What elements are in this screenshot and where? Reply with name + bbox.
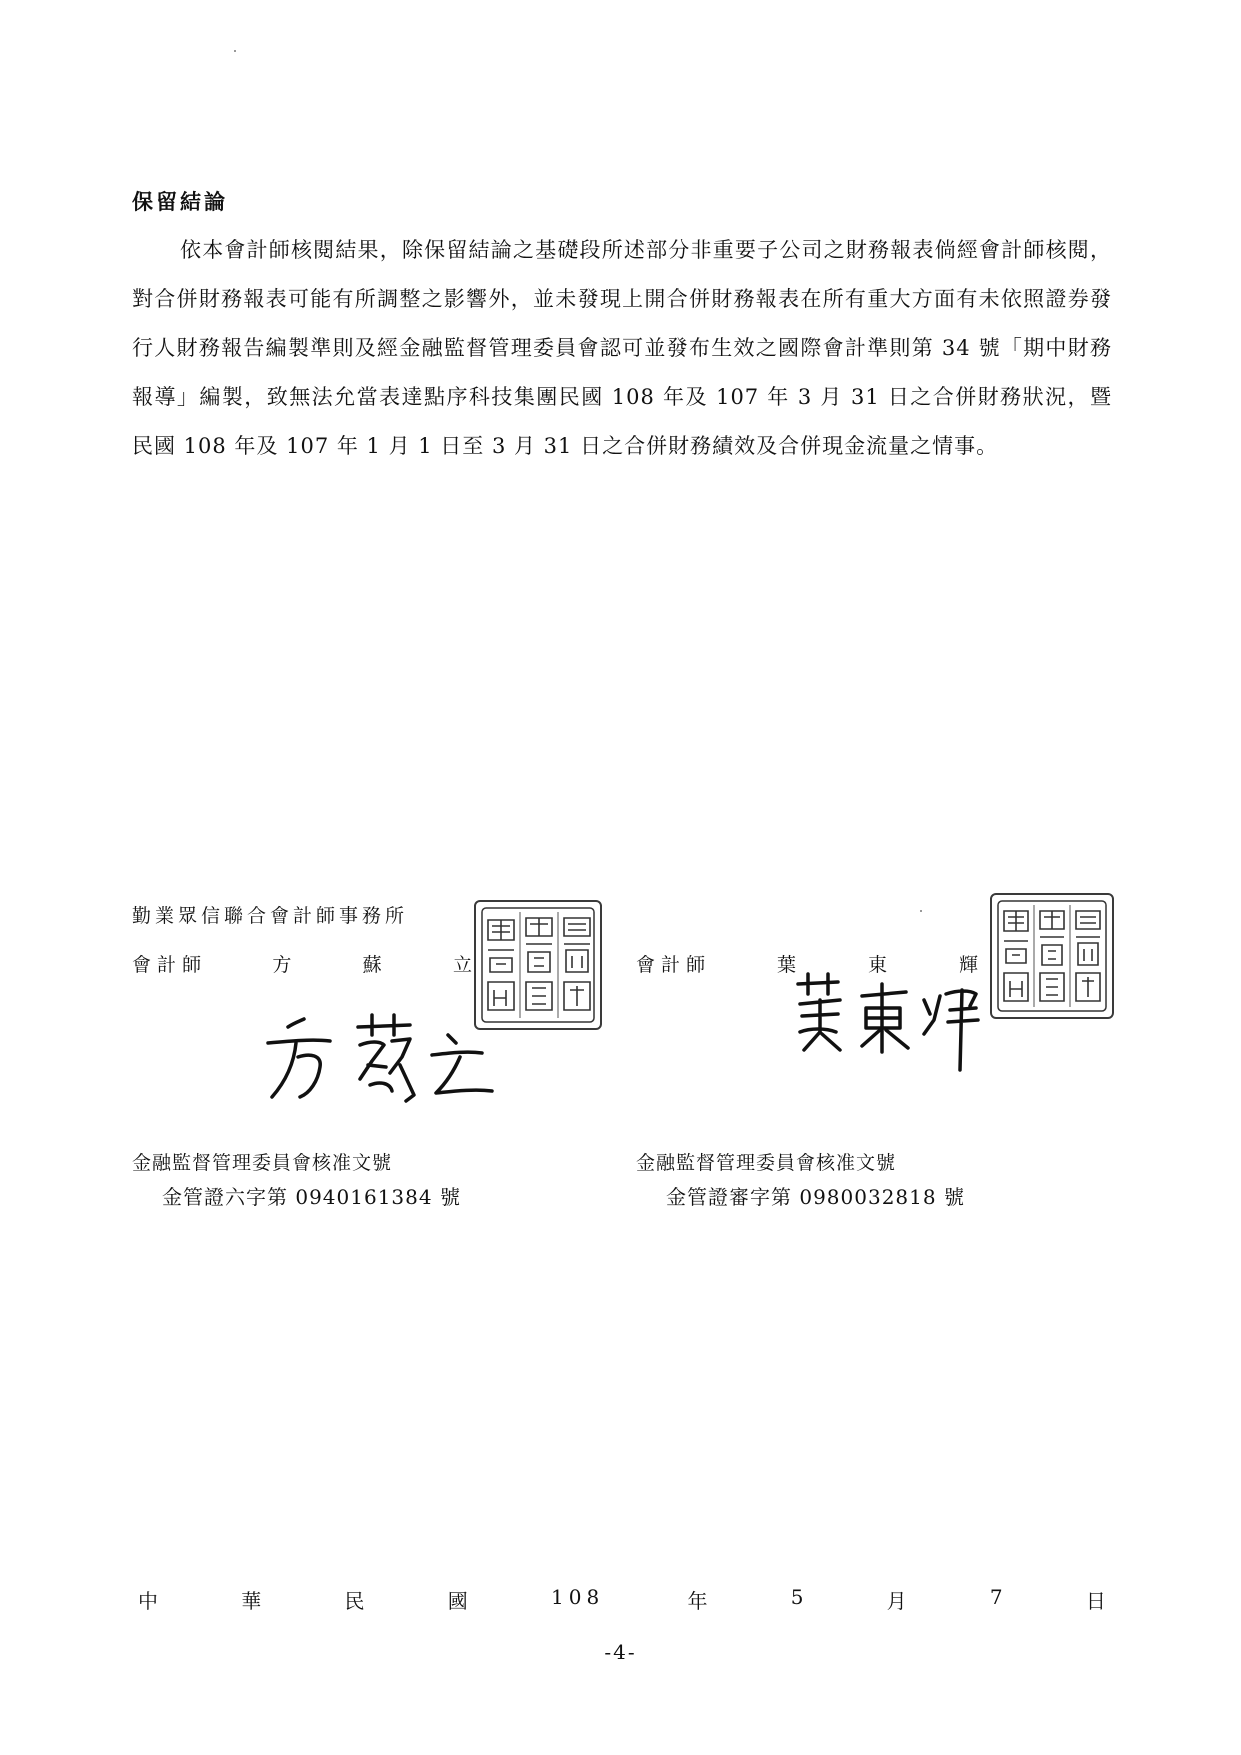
accountant-left-line — [132, 950, 472, 977]
date-part: 國 — [447, 1589, 468, 1613]
signature-left — [260, 1005, 510, 1110]
date-part: 華 — [241, 1589, 262, 1613]
accountant-name-char: 輝 — [958, 954, 978, 976]
report-date — [138, 1585, 1106, 1614]
accountant-name-char: 蘇 — [362, 954, 382, 976]
accountant-title: 會 計 師 — [132, 954, 202, 976]
firm-name: 勤業眾信聯合會計師事務所 — [132, 905, 409, 927]
accountant-seal — [990, 893, 1114, 1019]
accountant-right-line — [636, 950, 978, 977]
signature-right — [790, 960, 990, 1080]
section-heading: 保留結論 — [132, 189, 228, 214]
approval-label: 金融監督管理委員會核准文號 — [636, 1152, 897, 1174]
date-part: 月 — [886, 1589, 907, 1613]
date-part: 民 — [344, 1589, 365, 1613]
section-paragraph: 依本會計師核閱結果，除保留結論之基礎段所述部分非重要子公司之財務報表倘經會計師核閱，對合併財務報表可能有所調整之影響外，並未發現上開合併財務報表在所有重大方面有未依照證券發行人財務報告編製準則及經金融監督管理委員會認可並發布生效之國際會計準則第 34 號「期中財務報導」編製，致無法允當表達點序科技集團民國 108 年及 107 年 3 月 31 日之合併財務狀況，暨民國 108 年及 107 年 1 月 1 日至 3 月 31 日之合併財務績效及合併現金流量之情事。 — [132, 238, 1112, 458]
date-part: 日 — [1085, 1589, 1106, 1613]
approval-number: 金管證審字第 0980032818 號 — [666, 1185, 965, 1209]
date-part: 7 — [989, 1585, 1003, 1609]
accountant-seal — [474, 900, 602, 1030]
accountant-name-char: 東 — [868, 954, 888, 976]
accountant-title: 會 計 師 — [636, 954, 706, 976]
scan-speck — [234, 50, 236, 52]
date-part: 年 — [687, 1589, 708, 1613]
approval-number: 金管證六字第 0940161384 號 — [162, 1185, 461, 1209]
scan-speck — [920, 910, 922, 912]
date-part: 108 — [551, 1585, 605, 1609]
approval-right — [636, 1146, 965, 1214]
accountant-name-char: 立 — [452, 954, 472, 976]
page-number: -4- — [604, 1640, 637, 1664]
accountant-name-char: 葉 — [777, 954, 797, 976]
approval-label: 金融監督管理委員會核准文號 — [132, 1152, 393, 1174]
accountant-name-char: 方 — [272, 954, 292, 976]
date-part: 5 — [790, 1585, 804, 1609]
date-part: 中 — [138, 1589, 158, 1613]
approval-left — [132, 1146, 461, 1214]
